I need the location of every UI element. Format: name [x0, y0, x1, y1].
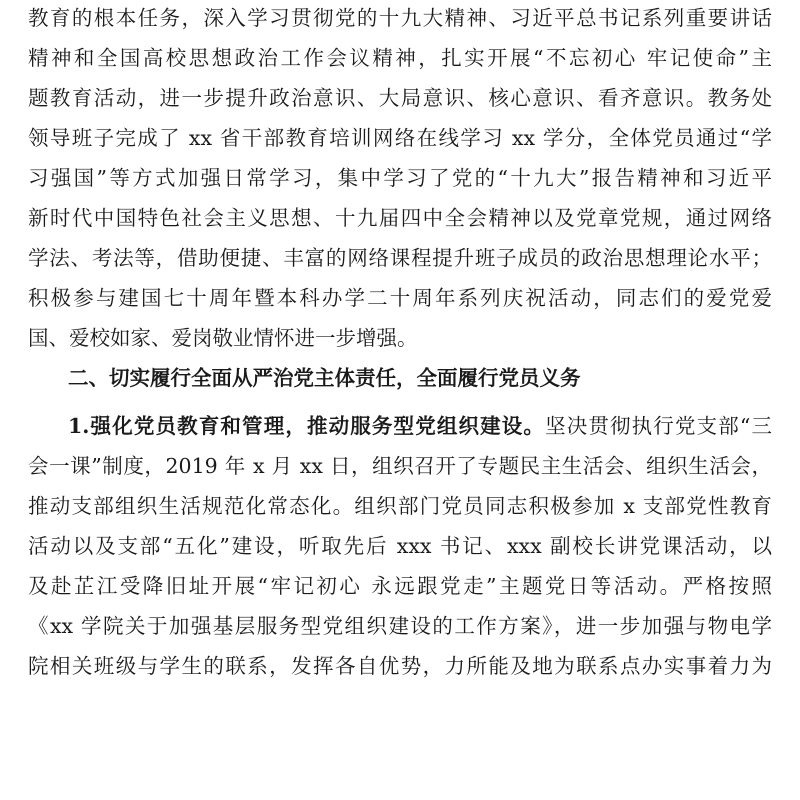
paragraph-line: 国、爱校如家、爱岗敬业情怀进一步增强。: [28, 326, 418, 350]
paragraph-line: 会一课”制度，2019 年 x 月 xx 日，组织召开了专题民主生活会、组织生活会，: [28, 454, 772, 478]
subheading-lead: 1.强化党员教育和管理，推动服务型党组织建设。: [68, 414, 546, 438]
section-heading: 二、切实履行全面从严治党主体责任，全面履行党员义务: [68, 366, 581, 390]
paragraph-first-line: [68, 412, 772, 440]
paragraph-line: 学法、考法等，借助便捷、丰富的网络课程提升班子成员的政治思想理论水平；: [28, 246, 772, 270]
paragraph-line: 领导班子完成了 xx 省干部教育培训网络在线学习 xx 学分，全体党员通过“学: [28, 126, 772, 150]
paragraph-line: 教育的根本任务，深入学习贯彻党的十九大精神、习近平总书记系列重要讲话: [28, 6, 772, 30]
paragraph-line: 《xx 学院关于加强基层服务型党组织建设的工作方案》，进一步加强与物电学: [28, 614, 772, 638]
paragraph-line: 积极参与建国七十周年暨本科办学二十周年系列庆祝活动，同志们的爱党爱: [28, 286, 772, 310]
paragraph-line: 及赴芷江受降旧址开展“牢记初心 永远跟党走”主题党日等活动。严格按照: [28, 574, 772, 598]
paragraph-line: 精神和全国高校思想政治工作会议精神，扎实开展“不忘初心 牢记使命”主: [28, 46, 772, 70]
paragraph-line: 题教育活动，进一步提升政治意识、大局意识、核心意识、看齐意识。教务处: [28, 86, 772, 110]
paragraph-line: 院相关班级与学生的联系，发挥各自优势，力所能及地为联系点办实事着力为: [28, 654, 772, 678]
paragraph-line-rest: 坚决贯彻执行党支部“三: [545, 414, 772, 438]
paragraph-line: 新时代中国特色社会主义思想、十九届四中全会精神以及党章党规，通过网络: [28, 206, 772, 230]
paragraph-line: 推动支部组织生活规范化常态化。组织部门党员同志积极参加 x 支部党性教育: [28, 494, 772, 518]
paragraph-line: 习强国”等方式加强日常学习，集中学习了党的“十九大”报告精神和习近平: [28, 166, 772, 190]
paragraph-line: 活动以及支部“五化”建设，听取先后 xxx 书记、xxx 副校长讲党课活动，以: [28, 534, 772, 558]
